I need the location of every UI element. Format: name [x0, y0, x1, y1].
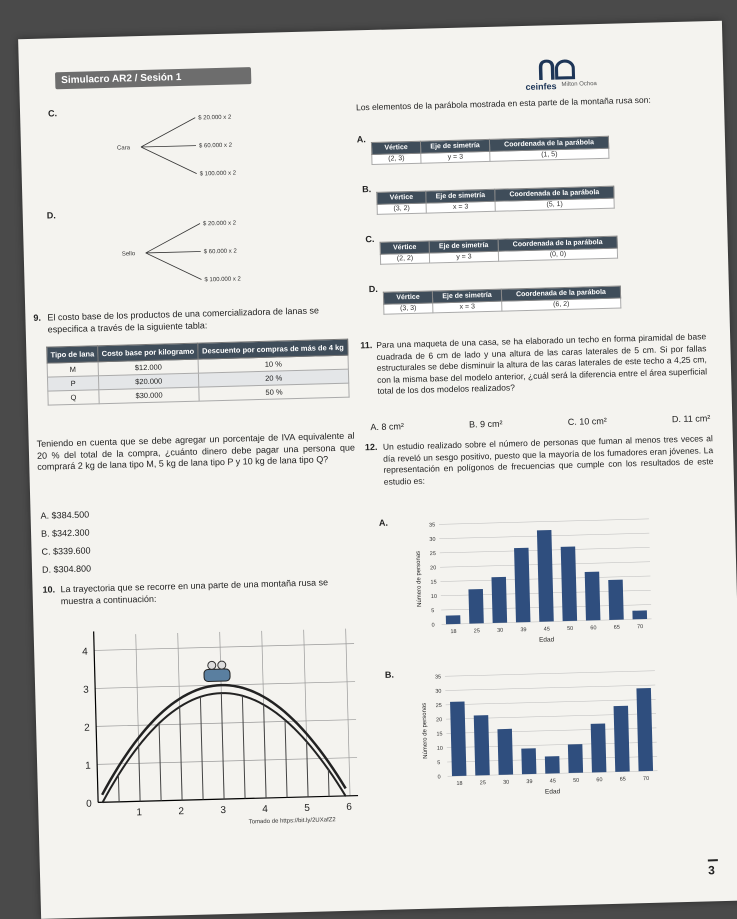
x-tick-label: 39 [520, 627, 527, 634]
y-tick-label: 0 [437, 774, 441, 781]
x-tick-label: 50 [567, 625, 574, 633]
table-header: Coordenada de la parábola [498, 236, 617, 251]
parabola-option-table [371, 136, 610, 165]
y-tick-label: 10 [430, 593, 438, 601]
x-tick-label: 18 [456, 780, 463, 787]
y-tick-label: 25 [435, 702, 442, 710]
x-tick-label: 2 [178, 806, 185, 818]
support-beam [307, 742, 308, 797]
answer-option[interactable]: C. $339.600 [41, 545, 91, 557]
logo-name: ceinfes [525, 81, 557, 92]
page-header: Simulacro AR2 / Sesión 1 [55, 67, 252, 89]
y-tick-label: 20 [436, 717, 443, 724]
support-beam [139, 746, 140, 801]
x-tick-label: 50 [572, 777, 580, 784]
table-cell: (1, 5) [490, 148, 609, 161]
y-axis [94, 631, 98, 802]
exam-page [18, 21, 737, 919]
y-tick-label: 15 [430, 579, 437, 586]
bar [450, 701, 466, 776]
table-header: Coordenada de la parábola [495, 186, 614, 201]
table-header: Descuento por compras de más de 4 kg [198, 339, 348, 359]
option-c-label: C. [47, 108, 58, 119]
bar [561, 547, 577, 622]
answer-option[interactable]: B. 9 cm² [468, 418, 503, 430]
question-9-options [40, 506, 91, 579]
y-tick-label: 20 [430, 565, 437, 572]
y-tick-label: 0 [431, 622, 435, 629]
table-cell: P [47, 376, 98, 391]
table-cell: (3, 2) [377, 203, 426, 214]
x-tick-label: 1 [136, 807, 143, 819]
tree-d-root: Sello [121, 251, 136, 258]
question-10-text: La trayectoria que se recorre en una parte de una montaña rusa se muestra a continuación: [60, 577, 329, 606]
x-axis-label: Edad [544, 788, 561, 796]
option-table-label[interactable]: C. [365, 233, 375, 245]
table-header: Coordenada de la parábola [501, 286, 620, 301]
y-tick-label: 5 [437, 760, 441, 767]
option-table-label[interactable]: B. [362, 184, 372, 195]
table-cell: y = 3 [421, 151, 490, 163]
x-tick-label: 30 [503, 779, 510, 786]
tree-c-root: Cara [116, 145, 131, 152]
y-tick-label: 0 [86, 798, 92, 810]
y-tick-label: 1 [85, 760, 91, 772]
table-header: Vértice [380, 241, 429, 254]
table-cell: (5, 1) [495, 198, 614, 211]
bar [614, 706, 630, 772]
answer-option[interactable]: A. $384.500 [40, 509, 90, 521]
x-tick-label: 6 [346, 801, 353, 813]
option-table-label[interactable]: A. [356, 134, 366, 145]
table-cell: (3, 3) [384, 303, 433, 314]
parabola-option-table [380, 236, 619, 265]
frequency-chart-b [395, 658, 678, 800]
support-beam [200, 697, 203, 800]
support-beam [221, 693, 224, 799]
question-11-text: Para una maqueta de una casa, se ha elaborado un techo en forma piramidal de base cuadrada de 6 cm de lado y una altura de las caras laterales de 5 cm. Si por fallas estructurales se debe disminuir la altura de las caras laterales de este techo a 4,25 cm, con la misma base del modelo anterior, ¿cuál será la diferencia entre el área superficial total de los dos modelos realizados? [376, 331, 708, 396]
source-note: Tomado de https://bit.ly/2UXafZ2 [248, 817, 336, 826]
table-cell: Q [48, 390, 99, 405]
tree-c-leaf: $ 20.000 x 2 [198, 114, 232, 122]
x-axis [98, 795, 358, 802]
logo-symbol-icon: ᑎᗝ [536, 54, 575, 86]
table-cell: M [47, 362, 98, 377]
table-header: Eje de simetría [420, 139, 489, 153]
tree-c-leaf: $ 60.000 x 2 [198, 142, 233, 150]
rider-icon [218, 661, 226, 669]
table-header: Tipo de lana [47, 346, 98, 363]
support-beam [285, 720, 287, 797]
option-d-label: D. [46, 210, 56, 221]
support-beam [242, 696, 245, 799]
question-10-number: 10. [42, 584, 56, 595]
parabola-option-table [383, 286, 622, 315]
y-tick-label: 30 [429, 536, 436, 543]
answer-option[interactable]: C. 10 cm² [567, 415, 607, 427]
y-tick-label: 25 [429, 551, 436, 558]
option-table-label[interactable]: D. [368, 283, 378, 295]
table-header: Eje de simetría [432, 289, 501, 303]
table-header: Vértice [383, 291, 432, 304]
question-9-text-2: Teniendo en cuenta que se debe agregar un porcentaje de IVA equivalente al 20 % del total de la compra, ¿cuánto dinero debe pagar una persona que comprará 2 kg de lana tipo M, 5 kg de lana tipo P y 10 kg de lana tipo Q? [36, 430, 356, 472]
gridline [446, 699, 656, 704]
gridline [445, 671, 655, 676]
logo [519, 53, 640, 96]
bar [585, 572, 601, 621]
y-tick-label: 35 [428, 522, 436, 529]
table-cell: 20 % [199, 369, 349, 387]
lana-cost-table [46, 339, 349, 406]
bar [591, 724, 607, 773]
y-tick-label: 2 [84, 722, 90, 734]
bar [521, 748, 536, 774]
table-cell: (6, 2) [502, 298, 621, 311]
x-tick-label: 25 [473, 628, 480, 635]
bar [537, 530, 554, 622]
x-tick-label: 65 [613, 624, 620, 631]
roller-coaster-graph [53, 616, 358, 824]
x-tick-label: 3 [220, 805, 227, 817]
page-number: 3 [707, 863, 715, 878]
rider-icon [208, 661, 216, 669]
table-cell: 10 % [198, 355, 348, 373]
y-axis-label: Número de personas [415, 550, 424, 607]
table-cell: $12.000 [98, 359, 199, 376]
y-tick-label: 30 [435, 688, 442, 695]
support-beam [264, 705, 266, 798]
x-tick-label: 70 [636, 624, 644, 631]
bar [568, 744, 583, 773]
answer-option[interactable]: D. 11 cm² [671, 413, 711, 425]
table-cell: (0, 0) [498, 248, 617, 261]
x-tick-label: 70 [642, 775, 650, 783]
x-tick-label: 5 [304, 802, 311, 814]
table-header: Eje de simetría [429, 239, 498, 253]
x-tick-label: 18 [450, 628, 457, 636]
table-cell: 50 % [199, 383, 349, 401]
table-cell: x = 3 [426, 201, 495, 213]
table-cell: $20.000 [98, 373, 199, 390]
bar [632, 610, 647, 619]
x-axis-label: Edad [538, 636, 555, 644]
bar [636, 688, 653, 771]
question-12-number: 12. [364, 441, 378, 453]
support-beam [180, 707, 182, 800]
x-tick-label: 65 [619, 776, 626, 783]
y-tick-label: 4 [82, 646, 88, 658]
chart-a-label: A. [378, 517, 389, 528]
question-12-text: Un estudio realizado sobre el número de personas que fuman al menos tres veces al día reveló un sesgo positivo, puesto que la mayoría de los fumadores eran jóvenes. La representación en polígonos de frecuencias que cumple con los resultados de este estudio es: [382, 433, 714, 487]
x-tick-label: 45 [549, 778, 556, 785]
tree-d-leaf: $ 100.000 x 2 [204, 276, 241, 284]
x-tick-label: 60 [590, 625, 597, 632]
table-cell: (2, 2) [380, 253, 429, 264]
y-tick-label: 35 [434, 674, 442, 681]
answer-option[interactable]: A. 8 cm² [370, 421, 405, 433]
logo-subtitle: Milton Ochoa [561, 81, 597, 89]
chart-b-label: B. [384, 669, 395, 680]
bar [497, 729, 513, 775]
table-cell: $30.000 [99, 387, 200, 404]
support-beam [328, 770, 329, 797]
y-tick-label: 3 [83, 684, 89, 696]
x-tick-label: 39 [526, 779, 533, 786]
table-cell: x = 3 [433, 301, 502, 313]
y-tick-label: 10 [436, 745, 444, 752]
bar [514, 548, 530, 623]
grid-line [94, 643, 358, 650]
tree-d-leaf: $ 60.000 x 2 [203, 248, 237, 256]
table-header: Costo base por kilogramo [98, 343, 199, 362]
question-11-options [370, 413, 710, 433]
gridline [445, 685, 655, 690]
x-tick-label: 45 [543, 626, 550, 633]
support-beam [118, 775, 119, 802]
tree-d-leaf: $ 20.000 x 2 [202, 220, 237, 228]
bar [545, 756, 560, 774]
tree-c-leaf: $ 100.000 x 2 [199, 170, 237, 178]
table-header: Eje de simetría [426, 189, 495, 203]
x-tick-label: 60 [596, 777, 603, 784]
parabola-option-table [376, 186, 615, 215]
table-cell: (2, 3) [372, 153, 421, 164]
table-header: Coordenada de la parábola [489, 136, 608, 151]
table-header: Vértice [377, 191, 426, 204]
x-tick-label: 30 [497, 627, 504, 634]
question-11-number: 11. [360, 340, 373, 351]
coaster-car [204, 669, 230, 682]
grid-line [346, 629, 350, 796]
grid-line [96, 719, 358, 726]
bar [474, 715, 490, 775]
answer-option[interactable]: B. $342.300 [40, 527, 90, 539]
bar [491, 577, 507, 623]
table-header: Vértice [371, 141, 420, 154]
support-beam [159, 723, 161, 800]
y-axis-label: Número de personas [421, 702, 430, 759]
gridline [439, 519, 649, 524]
question-9-text: El costo base de los productos de una comercializadora de lanas se especifica a través de la siguiente tabla: [47, 305, 320, 335]
bar [468, 589, 483, 624]
y-tick-label: 15 [436, 731, 443, 738]
question-9-number: 9. [33, 312, 42, 323]
bar [446, 615, 461, 624]
y-tick-label: 5 [431, 608, 435, 615]
table-cell: y = 3 [429, 251, 498, 263]
bar [608, 580, 624, 620]
x-tick-label: 4 [262, 803, 269, 816]
frequency-chart-a [389, 506, 672, 648]
answer-option[interactable]: D. $304.800 [41, 563, 92, 575]
x-tick-label: 25 [479, 780, 486, 787]
question-10-continuation: Los elementos de la parábola mostrada en esta parte de la montaña rusa son: [355, 94, 651, 113]
